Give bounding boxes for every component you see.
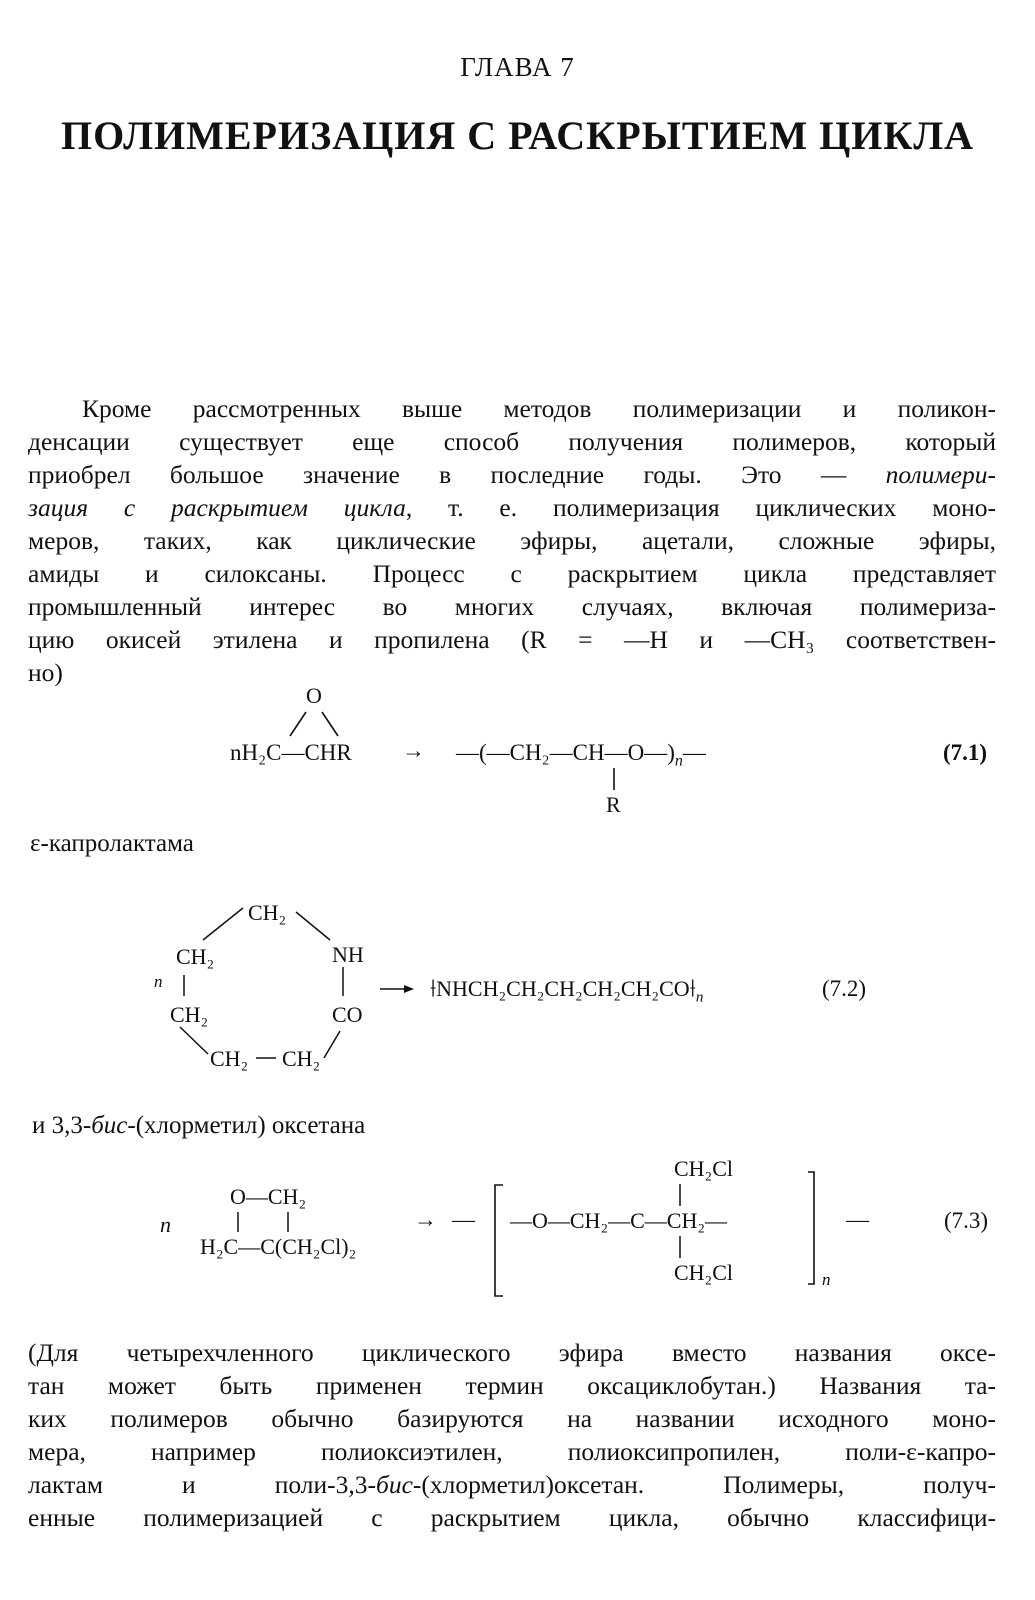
chapter-title: ПОЛИМЕРИЗАЦИЯ С РАСКРЫТИЕМ ЦИКЛА bbox=[60, 113, 975, 158]
ring-ch2-left-bottom: CH₂ bbox=[170, 1002, 209, 1027]
paragraph-line: тан может быть применен термин оксациклобутан.) Названия та- bbox=[28, 1371, 996, 1400]
paragraph-line: ких полимеров обычно базируются на названии исходного моно- bbox=[28, 1404, 996, 1433]
oxetane-ring-bottom: H₂C—C(CH₂Cl)₂ bbox=[200, 1234, 357, 1259]
paragraph-line: промышленный интерес во многих случаях, включая полимериза- bbox=[28, 592, 996, 621]
paragraph-line: лактам и поли-3,3-бис-(хлорметил)оксетан. Полимеры, получ- bbox=[28, 1470, 996, 1499]
reaction-arrow: → bbox=[414, 1207, 437, 1232]
paragraph-line: (Для четырехчленного циклического эфира вместо названия оксе- bbox=[28, 1338, 996, 1367]
paragraph-line: цию окисей этилена и пропилена (R = —H и —CH₃ соответствен- bbox=[28, 625, 996, 654]
coefficient-n: n bbox=[160, 1212, 171, 1237]
epoxide-oxygen: O bbox=[306, 683, 322, 708]
ring-coefficient: n bbox=[154, 972, 163, 991]
caprolactam-label: ε-капролактама bbox=[30, 830, 194, 857]
oxetane-ring-top: O—CH₂ bbox=[230, 1184, 307, 1209]
ring-ch2-bottom-right: CH₂ bbox=[282, 1046, 321, 1071]
equation-number: (7.2) bbox=[822, 976, 867, 1001]
chapter-label: ГЛАВА 7 bbox=[460, 52, 575, 82]
closing-paragraph bbox=[28, 1336, 996, 1534]
ring-co: CO bbox=[332, 1002, 363, 1027]
polyether-chain: —O—CH₂—C—CH₂— bbox=[510, 1208, 728, 1233]
paragraph-line: енные полимеризацией с раскрытием цикла, обычно классифици- bbox=[28, 1503, 996, 1532]
paragraph-line: но) bbox=[28, 658, 63, 687]
ring-ch2-bottom-left: CH₂ bbox=[210, 1046, 249, 1071]
equation-number: (7.1) bbox=[943, 740, 988, 765]
repeat-subscript: n bbox=[822, 1270, 831, 1289]
paragraph-line: амиды и силоксаны. Процесс с раскрытием цикла представляет bbox=[28, 559, 996, 588]
paragraph-line: Кроме рассмотренных выше методов полимеризации и поликон- bbox=[82, 394, 996, 423]
equation-number: (7.3) bbox=[944, 1208, 989, 1233]
paragraph-line: приобрел большое значение в последние годы. Это — полимери- bbox=[28, 460, 996, 489]
paragraph-line: зация с раскрытием цикла, т. е. полимеризация циклических моно- bbox=[28, 493, 996, 522]
ring-ch2-left-top: CH₂ bbox=[176, 944, 215, 969]
product-formula: $—(—CH_2—CH—O—)_n—$ bbox=[456, 740, 706, 770]
oxetane-label: и 3,3-бис-(хлорметил) оксетана bbox=[32, 1112, 366, 1139]
reaction-arrow: → bbox=[402, 738, 425, 763]
ring-ch2-top: CH₂ bbox=[248, 900, 287, 925]
substituent-r: R bbox=[606, 792, 621, 817]
paragraph-line: мера, например полиоксиэтилен, полиоксипропилен, поли-ε-капро- bbox=[28, 1437, 996, 1466]
paragraph-line: меров, таких, как циклические эфиры, ацетали, сложные эфиры, bbox=[28, 526, 996, 555]
reactant-formula: nH₂C—CHR bbox=[230, 740, 352, 765]
chloromethyl-top: CH₂Cl bbox=[674, 1156, 734, 1181]
lead-dash: — bbox=[452, 1207, 475, 1232]
polyamide-product: $⟊NHCH_2CH_2CH_2CH_2CH_2CO⟊_n$ bbox=[430, 976, 704, 1006]
ring-nh: NH bbox=[332, 942, 364, 967]
tail-dash: — bbox=[846, 1207, 869, 1232]
paragraph-line: денсации существует еще способ получения полимеров, который bbox=[28, 427, 996, 456]
chloromethyl-bottom: CH₂Cl bbox=[674, 1260, 734, 1285]
